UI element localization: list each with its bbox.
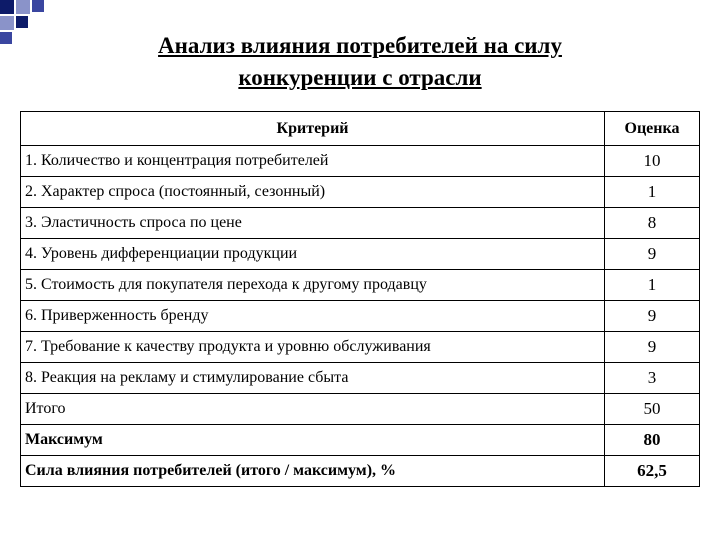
table-header-row — [21, 112, 700, 146]
header-criterion: Критерий — [21, 112, 605, 146]
total-score: 50 — [605, 394, 700, 425]
criterion-cell: 2. Характер спроса (постоянный, сезонный) — [21, 177, 605, 208]
table-row — [21, 270, 700, 301]
ratio-label: Сила влияния потребителей (итого / максимум), % — [21, 456, 605, 487]
table-row — [21, 301, 700, 332]
decor-square — [16, 16, 28, 28]
score-cell: 3 — [605, 363, 700, 394]
table-row — [21, 363, 700, 394]
criterion-cell: 3. Эластичность спроса по цене — [21, 208, 605, 239]
table-row — [21, 208, 700, 239]
total-label: Итого — [21, 394, 605, 425]
slide-title — [60, 30, 660, 94]
decor-square — [0, 16, 14, 30]
criterion-cell: 1. Количество и концентрация потребителей — [21, 146, 605, 177]
score-cell: 9 — [605, 239, 700, 270]
title-line-2: конкуренции с отрасли — [238, 65, 482, 90]
table-row — [21, 177, 700, 208]
score-cell: 1 — [605, 270, 700, 301]
criterion-cell: 7. Требование к качеству продукта и уровню обслуживания — [21, 332, 605, 363]
table-row — [21, 146, 700, 177]
score-cell: 9 — [605, 332, 700, 363]
ratio-score: 62,5 — [605, 456, 700, 487]
ratio-row — [21, 456, 700, 487]
maximum-score: 80 — [605, 425, 700, 456]
decor-square — [0, 32, 12, 44]
criterion-cell: 5. Стоимость для покупателя перехода к другому продавцу — [21, 270, 605, 301]
table-row — [21, 239, 700, 270]
decor-square — [0, 0, 14, 14]
header-score: Оценка — [605, 112, 700, 146]
decor-square — [32, 0, 44, 12]
criterion-cell: 8. Реакция на рекламу и стимулирование сбыта — [21, 363, 605, 394]
criteria-table — [20, 111, 700, 487]
maximum-row — [21, 425, 700, 456]
title-line-1: Анализ влияния потребителей на силу — [158, 33, 562, 58]
total-row — [21, 394, 700, 425]
score-cell: 10 — [605, 146, 700, 177]
criterion-cell: 6. Приверженность бренду — [21, 301, 605, 332]
decor-square — [16, 0, 30, 14]
score-cell: 1 — [605, 177, 700, 208]
score-cell: 9 — [605, 301, 700, 332]
maximum-label: Максимум — [21, 425, 605, 456]
criterion-cell: 4. Уровень дифференциации продукции — [21, 239, 605, 270]
table-row — [21, 332, 700, 363]
score-cell: 8 — [605, 208, 700, 239]
